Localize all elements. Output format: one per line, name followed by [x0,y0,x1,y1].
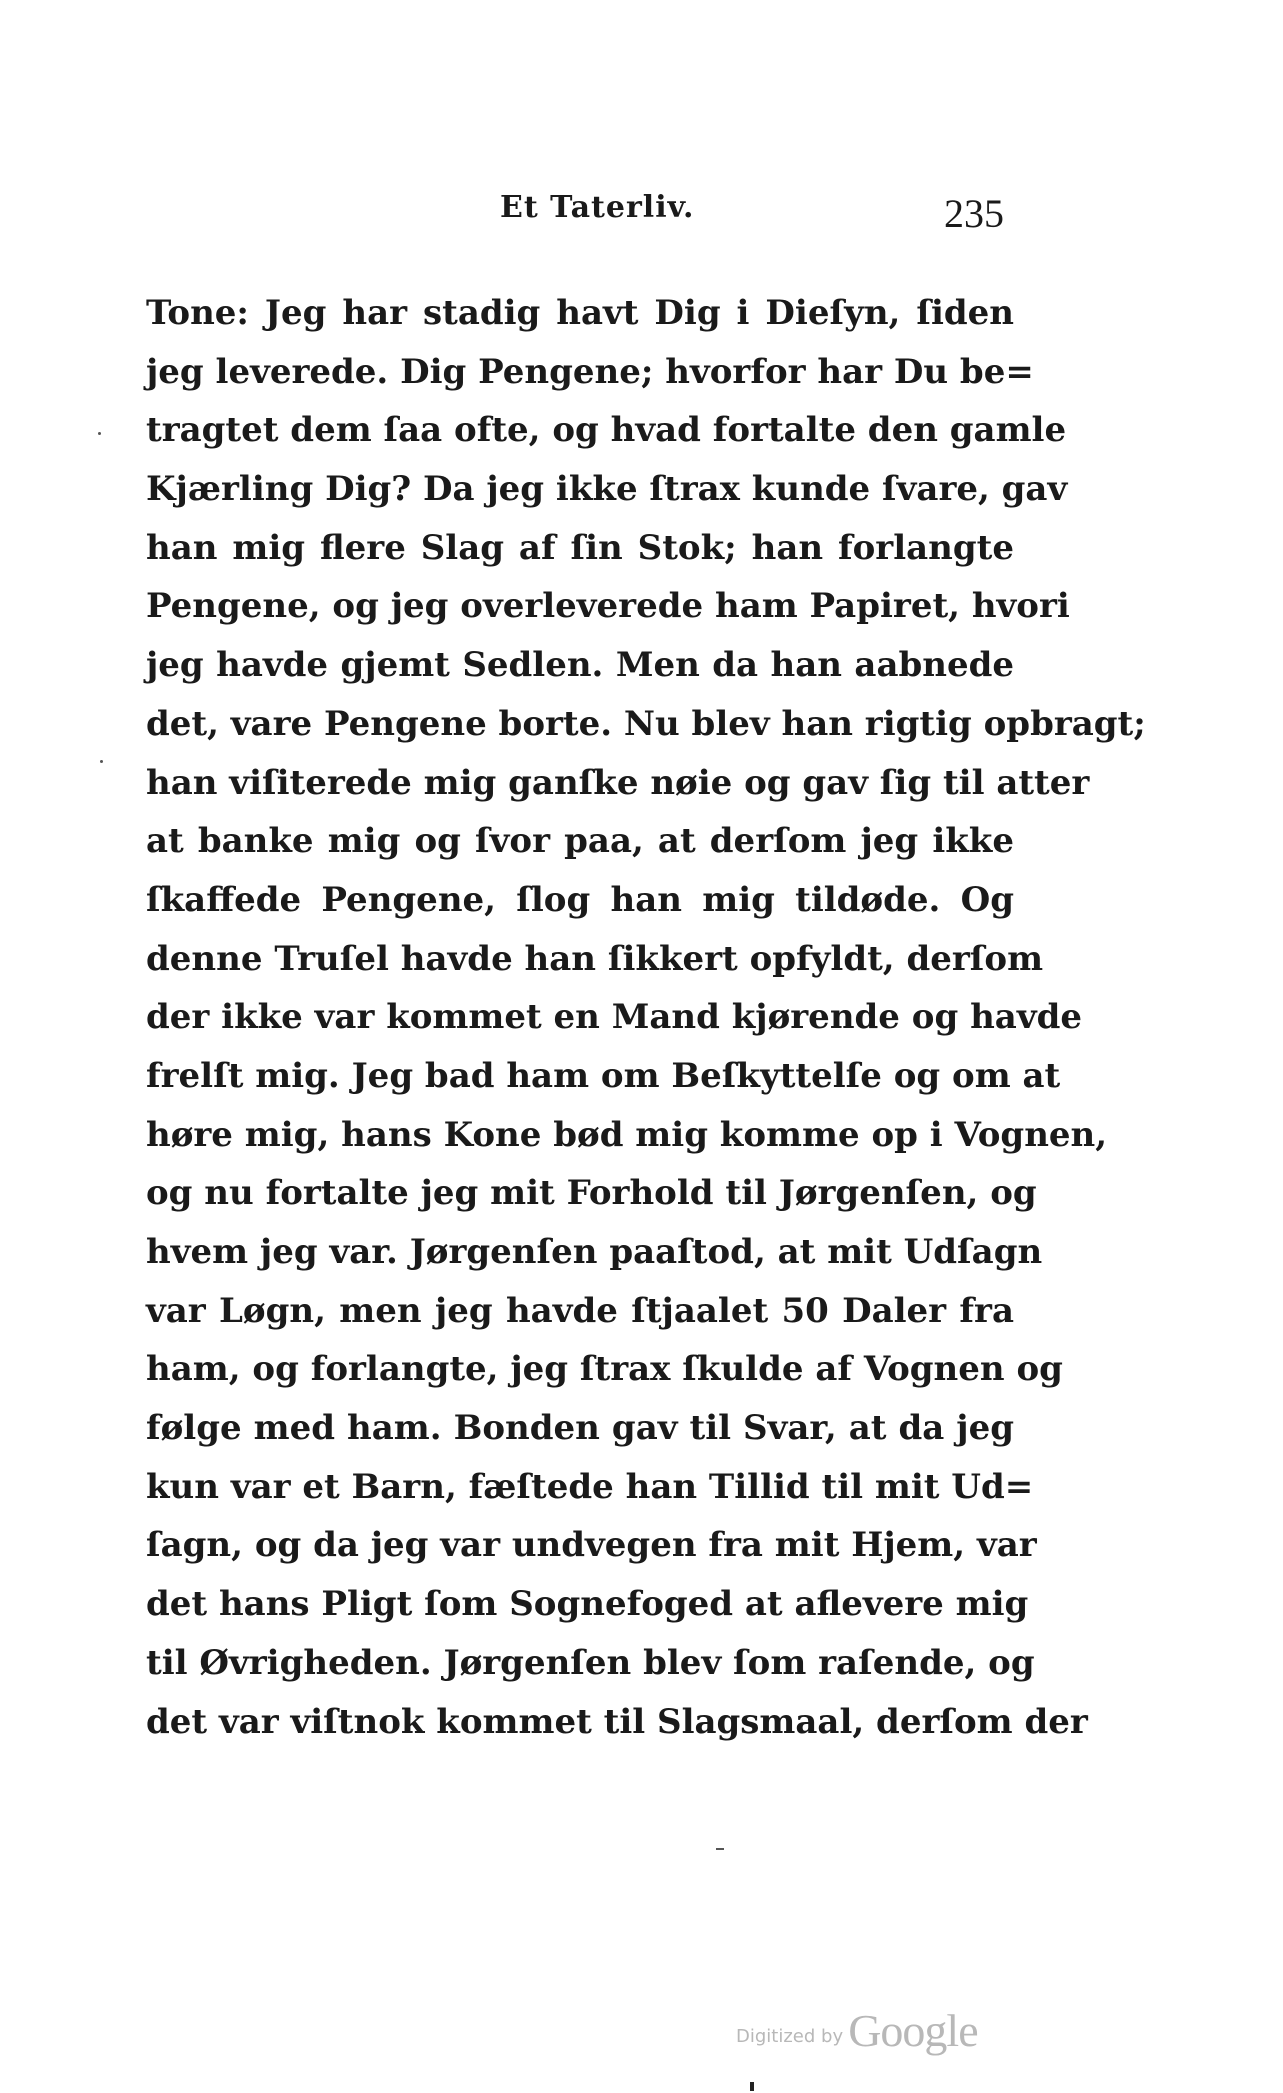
text-line: ſagn, og da jeg var undvegen fra mit Hjem, var [146,1525,1037,1566]
text-line: jeg havde gjemt Sedlen. Men da han aabnede [146,645,1014,686]
text-line: at banke mig og ſvor paa, at derſom jeg ikke [146,821,1014,862]
text-line: han mig flere Slag af ſin Stok; han forlangte [146,527,1014,568]
running-title: Et Taterliv. [500,190,695,225]
text-line: Kjærling Dig? Da jeg ikke ſtrax kunde ſvare, gav [146,469,1068,510]
text-line: Tone: Jeg har stadig havt Dig i Dieſyn, ſiden [146,293,1014,333]
text-line: ham, og forlangte, jeg ſtrax ſkulde af Vognen og [146,1349,1063,1390]
print-speck [716,1848,724,1850]
text-line: det var viſtnok kommet til Slagsmaal, derſom der [146,1701,1088,1742]
text-line: kun var et Barn, fæſtede han Tillid til mit Ud= [146,1466,1034,1507]
margin-speck [98,432,101,435]
text-line: følge med ham. Bonden gav til Svar, at da jeg [146,1408,1014,1449]
page-number: 235 [944,191,1004,236]
text-line: og nu fortalte jeg mit Forhold til Jørgenſen, og [146,1173,1037,1214]
text-line: jeg leverede. Dig Pengene; hvorfor har Du be= [146,351,1034,392]
text-line: høre mig, hans Kone bød mig komme op i Vognen, [146,1114,1108,1155]
text-line: til Øvrigheden. Jørgenſen blev ſom raſende, og [146,1642,1035,1683]
text-line: der ikke var kommet en Mand kjørende og havde [146,997,1082,1038]
google-logo: Google [848,2005,978,2056]
text-line: frelſt mig. Jeg bad ham om Beſkyttelſe og om at [146,1055,1061,1096]
text-line: det hans Pligt ſom Sognefoged at aflevere mig [146,1584,1029,1625]
digitized-watermark [736,2004,978,2057]
text-line: Pengene, og jeg overleverede ham Papiret, hvori [146,586,1070,627]
print-speck [750,2082,754,2091]
text-line: det, vare Pengene borte. Nu blev han rigtig opbragt; [146,703,1146,744]
text-line: hvem jeg var. Jørgenſen paaſtod, at mit Udſagn [146,1232,1043,1272]
text-line: tragtet dem ſaa ofte, og hvad fortalte den gamle [146,410,1067,451]
text-line: han viſiterede mig ganſke nøie og gav ſig til atter [146,762,1090,803]
margin-speck [100,760,103,763]
text-line: denne Truſel havde han ſikkert opfyldt, derſom [146,938,1044,979]
text-line: ſkaffede Pengene, ſlog han mig tildøde. Og [146,879,1014,920]
body-text [146,284,1146,1751]
text-line: var Løgn, men jeg havde ſtjaalet 50 Daler fra [146,1290,1014,1331]
watermark-prefix: Digitized by [736,2026,844,2047]
